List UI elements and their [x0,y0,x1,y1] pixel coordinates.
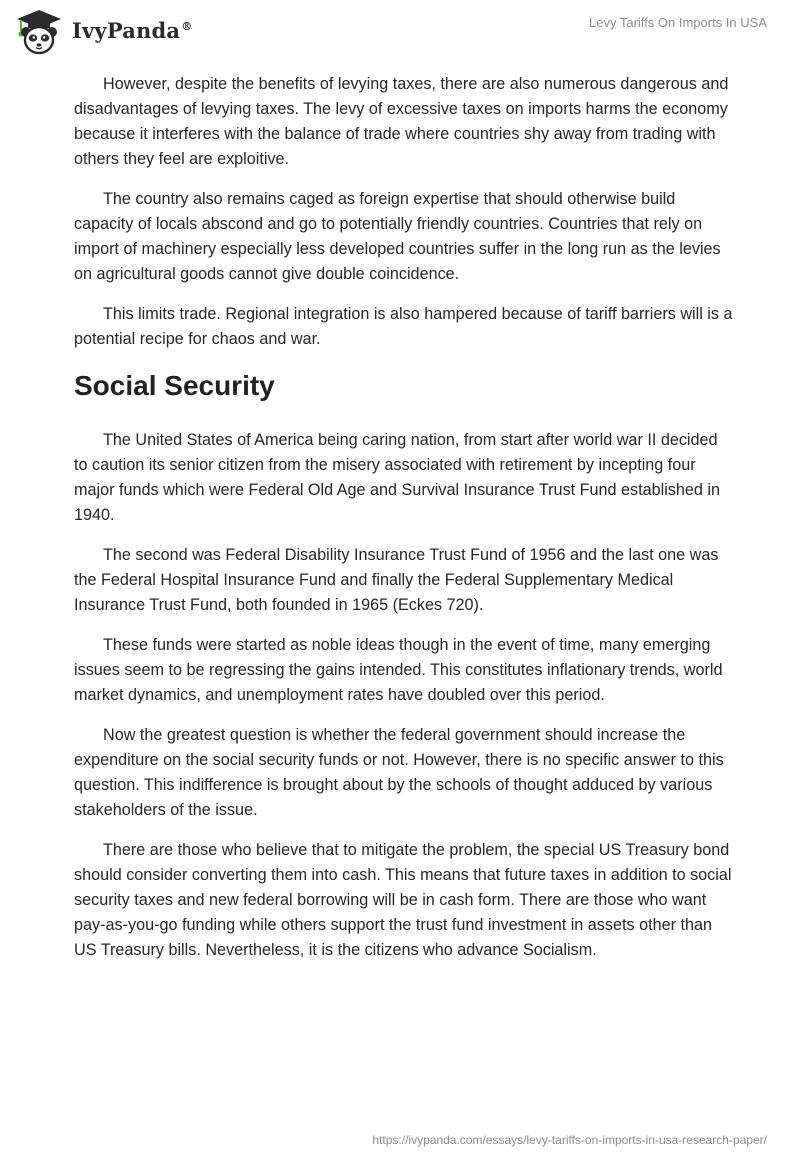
paragraph: The country also remains caged as foreign expertise that should otherwise build capacity of locals abscond and go to potentially friendly countries. Countries that rely on import of machinery especially less developed countries suffer in the long run as the levies on agricultural goods cannot give double coincidence. [74,190,721,283]
brand-name: IvyPanda® [72,17,193,43]
document-title: Levy Tariffs On Imports In USA [589,15,767,30]
section-heading: Social Security [74,370,275,401]
page-header [0,0,800,60]
panda-graduate-icon [14,8,64,56]
paragraph: Now the greatest question is whether the federal government should increase the expenditure on the social security funds or not. However, there is no specific answer to this question. This indifference is brought about by the schools of thought adduced by various stakeholders of the issue. [74,726,724,819]
paragraph: The United States of America being caring nation, from start after world war II decided to caution its senior citizen from the misery associated with retirement by incepting four major funds which were Federal Old Age and Survival Insurance Trust Fund established in 1940. [74,431,721,524]
registered-mark: ® [181,19,193,33]
paragraph: These funds were started as noble ideas though in the event of time, many emerging issues seem to be regressing the gains intended. This constitutes inflationary trends, world market dynamics, and unemployment rates have doubled over this period. [74,636,723,704]
source-url[interactable]: https://ivypanda.com/essays/levy-tariffs-on-imports-in-usa-research-paper/ [372,1133,767,1147]
article-body [74,72,734,978]
ivypanda-logo[interactable] [14,8,192,56]
paragraph: The second was Federal Disability Insurance Trust Fund of 1956 and the last one was the Federal Hospital Insurance Fund and finally the Federal Supplementary Medical Insurance Trust Fund, both founded in 1965 (Eckes 720). [74,546,719,614]
paragraph: There are those who believe that to mitigate the problem, the special US Treasury bond should consider converting them into cash. This means that future taxes in addition to social security taxes and new federal borrowing will be in cash form. There are those who want pay-as-you-go funding while others support the trust fund investment in assets other than US Treasury bills. Nevertheless, it is the citizens who advance Socialism. [74,841,732,959]
paragraph: This limits trade. Regional integration is also hampered because of tariff barriers will is a potential recipe for chaos and war. [74,305,733,348]
paragraph: However, despite the benefits of levying taxes, there are also numerous dangerous and disadvantages of levying taxes. The levy of excessive taxes on imports harms the economy because it interferes with the balance of trade where countries shy away from trading with others they feel are exploitive. [74,75,729,168]
